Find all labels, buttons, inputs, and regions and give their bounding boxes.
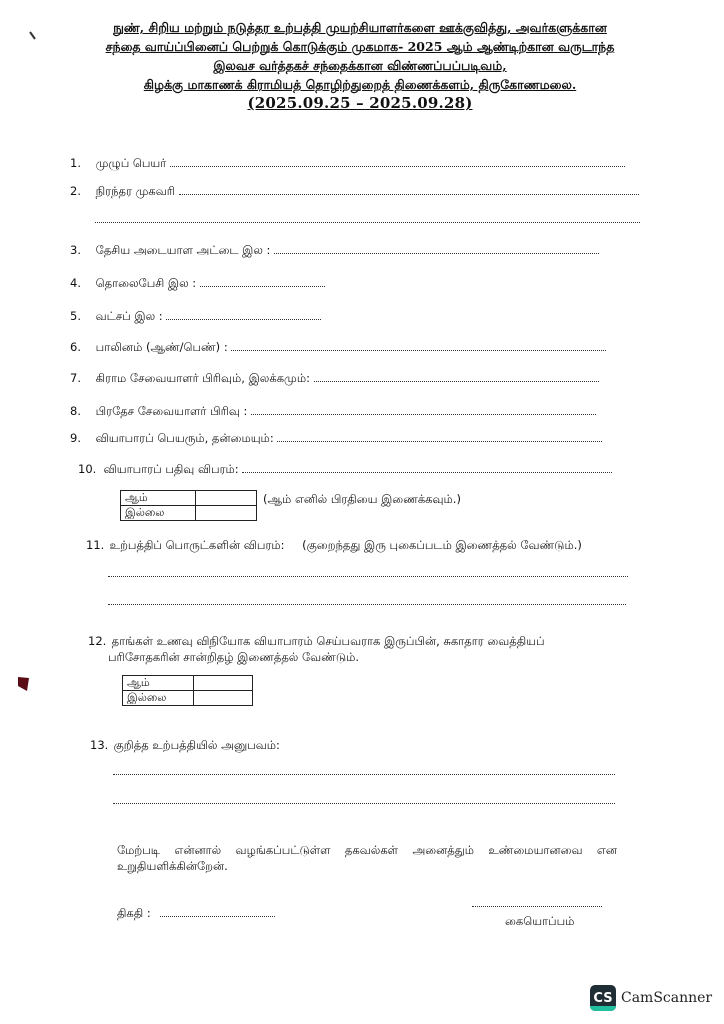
field-number: 9. <box>70 431 81 445</box>
field-number: 4. <box>70 276 81 290</box>
field-number: 2. <box>70 184 81 198</box>
scan-speck-mark <box>28 30 38 42</box>
field-number: 13. <box>90 738 109 752</box>
date-label: திகதி : <box>117 906 151 920</box>
field-gender <box>70 340 606 356</box>
field-label: குறித்த உற்பத்தியில் அனுபவம்: <box>113 738 280 752</box>
attach-copy-note: (ஆம் எனில் பிரதியை இணைக்கவும்.) <box>263 492 461 506</box>
field-number: 10. <box>78 462 97 476</box>
phone-number-input[interactable] <box>200 276 325 287</box>
product-details-line-1[interactable] <box>108 576 628 577</box>
field-number: 11. <box>86 538 105 552</box>
field-number: 7. <box>70 371 81 385</box>
signature-label: கையொப்பம் <box>505 914 575 928</box>
gn-division-input[interactable] <box>314 371 599 382</box>
form-header <box>60 18 660 113</box>
field-full-name <box>70 156 625 172</box>
date-field <box>117 906 275 922</box>
field-number: 8. <box>70 404 81 418</box>
camscanner-logo-icon: CS <box>590 985 616 1011</box>
field-experience <box>90 738 280 754</box>
field-whatsapp-number <box>70 309 321 325</box>
business-name-input[interactable] <box>277 431 602 442</box>
health-certificate-yes-no-table <box>122 675 253 706</box>
field-number: 12. <box>88 634 107 648</box>
field-label: பிரதேச சேவையாளர் பிரிவு : <box>95 404 248 418</box>
whatsapp-number-input[interactable] <box>166 309 321 320</box>
camscanner-watermark <box>590 985 712 1011</box>
camscanner-text: CamScanner <box>621 990 713 1006</box>
field-phone-number <box>70 276 325 292</box>
field-label: தாங்கள் உணவு விநியோக வியாபாரம் செய்பவராக இருப்பின், சுகாதார வைத்தியப் <box>111 634 545 648</box>
header-line-3: இலவச வர்த்தகச் சந்தைக்கான விண்ணப்பப்படிவம், <box>213 58 507 73</box>
field-label: தொலைபேசி இல : <box>95 276 197 290</box>
field-label: வியாபாரப் பெயரும், தன்மையும்: <box>95 431 274 445</box>
field-gn-division <box>70 371 599 387</box>
field-label: நிரந்தர முகவரி <box>95 184 175 198</box>
business-registration-input[interactable] <box>242 462 612 473</box>
field-number: 5. <box>70 309 81 323</box>
ds-division-input[interactable] <box>251 404 596 415</box>
field-business-registration <box>78 462 612 478</box>
signature-line[interactable] <box>472 906 602 907</box>
field-ds-division <box>70 404 596 420</box>
registration-yes-no-table <box>120 490 257 521</box>
yes-label: ஆம் <box>123 676 194 691</box>
date-input[interactable] <box>160 906 275 917</box>
no-label: இல்லை <box>123 691 194 706</box>
field-label: வட்சப் இல : <box>95 309 163 323</box>
header-line-4: கிழக்கு மாகாணக் கிராமியத் தொழிற்துறைத் திணைக்களம், திருகோணமலை. <box>143 77 577 92</box>
field-label: தேசிய அடையாள அட்டை இல : <box>95 243 271 257</box>
field-product-details <box>86 538 582 554</box>
field-permanent-address <box>70 184 639 200</box>
declaration-text: மேற்படி என்னால் வழங்கப்பட்டுள்ள தகவல்கள் அனைத்தும் உண்மையானவை என உறுதியளிக்கின்றேன். <box>117 843 617 873</box>
field-health-certificate-cont: பரிசோதகரின் சான்றிதழ் இணைத்தல் வேண்டும். <box>108 650 359 664</box>
field-nic-number <box>70 243 599 259</box>
product-details-line-2[interactable] <box>108 604 626 605</box>
field-business-name <box>70 431 602 447</box>
experience-line-2[interactable] <box>113 803 615 804</box>
full-name-input[interactable] <box>170 156 625 167</box>
address-input-line-1[interactable] <box>179 184 639 195</box>
photo-requirement-note: (குறைந்தது இரு புகைப்படம் இணைத்தல் வேண்டும்.) <box>302 538 582 552</box>
field-number: 1. <box>70 156 81 170</box>
nic-number-input[interactable] <box>274 243 599 254</box>
field-health-certificate <box>88 634 545 650</box>
field-label: முழுப் பெயர் <box>95 156 167 170</box>
health-no-box[interactable] <box>194 691 253 706</box>
field-label: உற்பத்திப் பொருட்களின் விபரம்: <box>109 538 285 552</box>
field-label: வியாபாரப் பதிவு விபரம்: <box>103 462 239 476</box>
header-line-1: நுண், சிறிய மற்றும் நடுத்தர உற்பத்தி முயற்சியாளர்களை ஊக்குவித்து, அவர்களுக்கான <box>113 20 607 35</box>
yes-label: ஆம் <box>121 491 196 506</box>
header-dates: (2025.09.25 – 2025.09.28) <box>247 94 473 112</box>
health-yes-box[interactable] <box>194 676 253 691</box>
header-line-2: சந்தை வாய்ப்பினைப் பெற்றுக் கொடுக்கும் முகமாக- 2025 ஆம் ஆண்டிற்கான வருடாந்த <box>105 39 615 54</box>
registration-yes-box[interactable] <box>196 491 257 506</box>
field-label: கிராம சேவையாளர் பிரிவும், இலக்கமும்: <box>95 371 310 385</box>
field-number: 6. <box>70 340 81 354</box>
field-number: 3. <box>70 243 81 257</box>
no-label: இல்லை <box>121 506 196 521</box>
experience-line-1[interactable] <box>113 774 615 775</box>
gender-input[interactable] <box>231 340 606 351</box>
address-input-line-2[interactable] <box>95 222 640 223</box>
scan-red-mark <box>17 675 31 693</box>
registration-no-box[interactable] <box>196 506 257 521</box>
field-label: பாலினம் (ஆண்/பெண்) : <box>95 340 228 354</box>
